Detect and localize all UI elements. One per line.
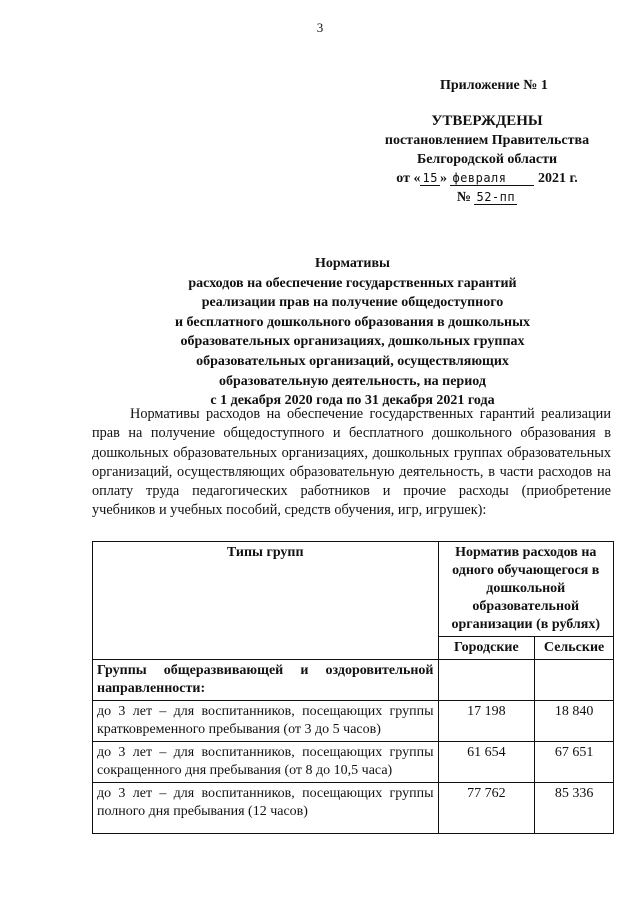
title-line: образовательную деятельность, на период (219, 373, 486, 389)
number-value: 52-пп (476, 190, 516, 204)
table-row (93, 701, 614, 742)
title-line: образовательных организациях, дошкольных группах (180, 334, 525, 350)
row-label: до 3 лет – для воспитанников, посещающих группы полного дня пребывания (12 часов) (93, 783, 439, 834)
title-line: Нормативы (315, 256, 390, 271)
row-rural: 67 651 (535, 742, 614, 783)
approval-number (372, 188, 602, 207)
row-label: до 3 лет – для воспитанников, посещающих группы кратковременного пребывания (от 3 до 5 часов) (93, 701, 439, 742)
approval-line-2: Белгородской области (416, 152, 558, 167)
row-rural: 85 336 (535, 783, 614, 834)
norms-table (92, 541, 614, 834)
number-prefix: № (456, 190, 471, 205)
title-line: реализации прав на получение общедоступного (201, 295, 504, 311)
table-group-row (93, 660, 614, 701)
empty-cell (438, 660, 535, 701)
title-line: с 1 декабря 2020 года по 31 декабря 2021 года (210, 393, 495, 409)
row-rural: 18 840 (535, 701, 614, 742)
approval-block (372, 112, 602, 207)
table-header-row (93, 542, 614, 637)
table-row (93, 742, 614, 783)
row-label: до 3 лет – для воспитанников, посещающих группы сокращенного дня пребывания (от 8 до 10,5 часа) (93, 742, 439, 783)
date-month: февраля (450, 171, 534, 186)
title-line: и бесплатного дошкольного образования в дошкольных (174, 314, 531, 330)
header-norm: Норматив расходов на одного обучающегося в дошкольной образовательной организации (в рублях) (438, 542, 613, 637)
date-mid: » (439, 171, 447, 186)
appendix-label: Приложение № 1 (440, 78, 548, 93)
title-line: образовательных организаций, осуществляющих (196, 353, 509, 369)
table-row (93, 783, 614, 834)
intro-text: Нормативы расходов на обеспечение государственных гарантий реализации прав на получение общедоступного и бесплатного дошкольного образования в дошкольных образовательных организациях, дошкольных группах образовательных организаций, осуществляющих образовательную деятельность, в части расходов на оплату труда педагогических работников и прочие расходы (приобретение учебников и учебных пособий, средств обучения, игр, игрушек): (92, 406, 611, 519)
date-year: 2021 г. (537, 171, 578, 186)
header-urban: Городские (438, 637, 535, 660)
intro-paragraph (92, 405, 611, 521)
header-types: Типы групп (93, 542, 439, 660)
date-day: 15 (422, 171, 438, 185)
row-urban: 61 654 (438, 742, 535, 783)
approval-heading: УТВЕРЖДЕНЫ (431, 113, 543, 129)
row-urban: 77 762 (438, 783, 535, 834)
approval-date (372, 169, 602, 188)
approval-line-1: постановлением Правительства (384, 133, 590, 148)
empty-cell (535, 660, 614, 701)
row-urban: 17 198 (438, 701, 535, 742)
date-prefix: от « (396, 171, 421, 186)
document-title (95, 254, 610, 411)
group-heading: Группы общеразвивающей и оздоровительной направленности: (93, 660, 439, 701)
header-rural: Сельские (535, 637, 614, 660)
page-number: 3 (316, 20, 324, 35)
title-line: расходов на обеспечение государственных гарантий (188, 275, 517, 291)
